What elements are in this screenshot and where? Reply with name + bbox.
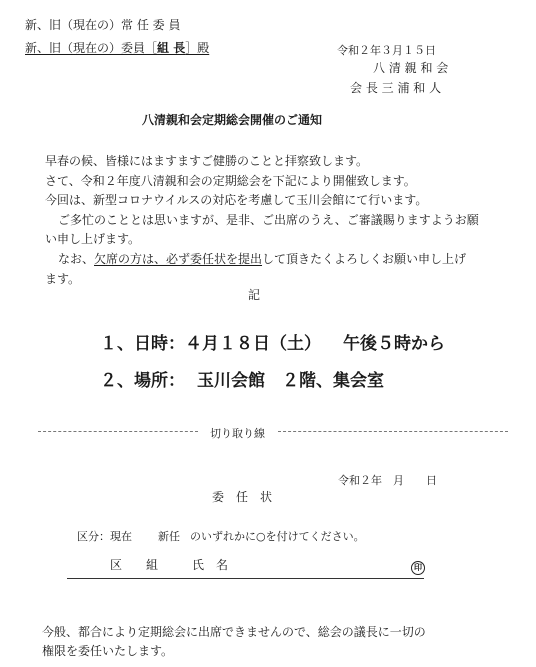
seal-mark: [411, 555, 425, 575]
seal-icon: 印: [411, 561, 425, 575]
proxy-statement-2: 権限を委任いたします。: [42, 644, 174, 658]
meeting-time: 午後５時から: [343, 334, 445, 354]
ki-marker: 記: [248, 288, 261, 302]
issue-date: 令和２年３月１５日: [337, 44, 436, 57]
proxy-statement-1: 今般、都合により定期総会に出席できませんので、総会の議長に一切の: [42, 625, 426, 639]
ward-label: 区: [110, 558, 123, 572]
proxy-title: 委 任 状: [212, 490, 273, 504]
meeting-venue: [100, 366, 384, 391]
proxy-date: 令和２年 月 日: [338, 474, 437, 487]
recipient-line-2-suffix: ］殿: [185, 41, 210, 55]
cut-line-left: [38, 431, 198, 432]
body-paragraph-2: さて、令和２年度八清親和会の定期総会を下記により開催致します。: [45, 174, 416, 188]
name-label: 氏 名: [192, 558, 229, 572]
body-paragraph-1: 早春の候、皆様にはますますご健勝のことと拝察致します。: [45, 154, 369, 168]
body-paragraph-5-pre: なお、: [58, 252, 95, 266]
absence-notice-underlined: 欠席の方は、必ず委任状を提出: [94, 252, 263, 266]
document-title: 八清親和会定期総会開催のご通知: [142, 113, 323, 127]
meeting-venue-value: 玉川会館 ２階、集会室: [197, 371, 384, 391]
recipient-line-2: [25, 39, 209, 56]
body-paragraph-5b: ます。: [45, 272, 81, 286]
sender-president: 会 長 三 浦 和 人: [350, 81, 442, 95]
proxy-category: [77, 528, 365, 544]
meeting-datetime: [100, 329, 445, 354]
meeting-venue-label: ２、場所：: [100, 371, 185, 391]
category-instruction: のいずれかに○を付けてください。: [190, 530, 365, 543]
body-paragraph-3: 今回は、新型コロナウイルスの対応を考慮して玉川会館にて行います。: [45, 193, 428, 207]
body-paragraph-4b: い申し上げます。: [45, 232, 141, 246]
recipient-line-2-highlight: 組 長: [157, 41, 186, 55]
cut-line-right: [278, 431, 508, 432]
sender-organization: 八 清 親 和 会: [373, 61, 449, 75]
recipient-line-1: 新、旧（現在の）常 任 委 員: [25, 18, 181, 32]
meeting-date-label: １、日時：４月１８日（土）: [100, 334, 321, 354]
recipient-line-2-prefix: 新、旧（現在の）委員［: [25, 41, 158, 55]
category-current: 区分：現在: [77, 530, 132, 543]
body-paragraph-4a: ご多忙のこととは思いますが、是非、ご出席のうえ、ご審議賜りますようお願: [58, 213, 479, 227]
signature-line: [67, 578, 424, 579]
body-paragraph-5a: [58, 250, 466, 267]
cut-line-label: 切り取り線: [210, 427, 265, 440]
body-paragraph-5-post: して頂きたくよろしくお願い申し上げ: [262, 252, 467, 266]
group-label: 組: [146, 558, 159, 572]
category-new: 新任: [158, 530, 180, 543]
